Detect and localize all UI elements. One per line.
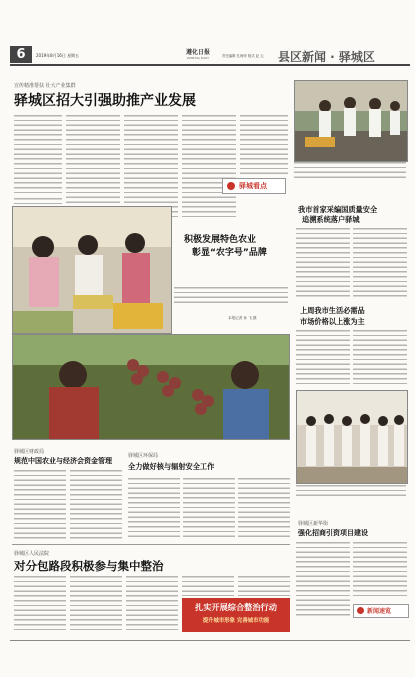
lower-mid-headline: 全力做好核与辐射安全工作: [128, 462, 215, 471]
news-tag-label: 新闻速览: [367, 608, 392, 615]
right-top-headline-2: 追溯系统落户驿城: [302, 215, 360, 224]
right-bottom-body-1: [296, 542, 350, 616]
feature-caption: [174, 287, 288, 305]
bottom-headline: 对分包路段积极参与集中整治: [14, 559, 164, 573]
lower-mid-kicker: 驿城区环保局: [128, 453, 159, 459]
ad-line-1: 扎实开展综合整治行动: [195, 602, 277, 612]
lead-headline: 驿城区招大引强助推产业发展: [14, 93, 196, 109]
right-mid-headline-2: 市场价格以上涨为主: [300, 317, 365, 326]
photo-shop: [12, 206, 172, 334]
news-circle-icon: [357, 607, 364, 614]
bottom-ad: [182, 598, 290, 632]
lead-body-col6: [240, 115, 288, 175]
bottom-kicker: 驿城区人民法院: [14, 551, 50, 557]
tag-box: [222, 178, 286, 194]
photo-volunteers-caption: [294, 162, 406, 178]
photo-volunteers: [294, 80, 408, 162]
section-title: 县区新闻 · 驿城区: [278, 50, 375, 64]
photo-grapes: [12, 334, 290, 440]
bottom-body-1: [14, 576, 66, 632]
news-tag-box: [353, 604, 409, 618]
tag-label: 驿城看点: [239, 182, 267, 190]
right-top-body-2: [353, 228, 407, 300]
ad-line-2: 提升城市形象 完善城市功能: [202, 618, 270, 624]
lead-body-col5: [182, 115, 236, 218]
photo-girls: [296, 390, 408, 484]
footer-rule: [10, 640, 410, 641]
lead-kicker: 宣传精准帮扶 壮大产业集群: [14, 83, 76, 89]
photo-shop-svg: [13, 207, 171, 333]
bottom-body-5: [238, 576, 290, 596]
header-rule: [10, 64, 410, 66]
right-bottom-headline: 强化招商引资项目建设: [298, 529, 368, 537]
photo-girls-caption: [296, 485, 406, 499]
masthead: [178, 47, 218, 60]
lower-left-body-1: [14, 470, 66, 540]
feature-headline-1: 积极发展特色农业: [184, 235, 257, 245]
lower-mid-body-2: [183, 478, 235, 540]
masthead-sub: ZUNHUA DAILY: [186, 56, 210, 60]
editor-line: 责任编辑 孔海荣 版式 赵 云: [222, 54, 264, 58]
bottom-body-2: [70, 576, 122, 632]
photo-volunteers-svg: [295, 81, 407, 161]
feature-credit: 本报记者 孙 飞 摄: [228, 316, 257, 320]
lead-body-col4: [124, 115, 178, 218]
photo-grapes-svg: [13, 335, 289, 439]
feature-headline-2: 彰显“农字号”品牌: [192, 248, 267, 258]
right-mid-headline-1: 上周我市生活必需品: [300, 306, 365, 315]
lower-mid-body-1: [128, 478, 180, 540]
right-mid-body-2: [353, 330, 407, 386]
lower-left-body-2: [70, 470, 122, 540]
right-mid-body-1: [296, 330, 350, 386]
lead-body-col3: [66, 115, 120, 218]
tag-circle-icon: [227, 182, 235, 190]
photo-girls-svg: [297, 391, 407, 483]
lower-left-headline: 规范中国农业与经济会资金管理: [14, 457, 112, 465]
lower-divider: [12, 544, 290, 545]
masthead-title: 遵化日报: [185, 49, 210, 56]
lower-mid-body-3: [238, 478, 290, 540]
right-bottom-body-2: [353, 542, 407, 598]
bottom-body-4: [182, 576, 234, 596]
bottom-body-3: [126, 576, 178, 632]
right-top-body-1: [296, 228, 350, 300]
right-top-headline-1: 我市首家采编国质量安全: [298, 205, 378, 214]
lower-left-kicker: 驿城区财政局: [14, 449, 45, 455]
page-number: 6: [10, 46, 32, 63]
right-bottom-kicker: 驿城区新华街: [298, 521, 329, 527]
date-line: 2019年8月16日 星期五: [36, 53, 80, 58]
lead-body-col1: [14, 115, 62, 195]
